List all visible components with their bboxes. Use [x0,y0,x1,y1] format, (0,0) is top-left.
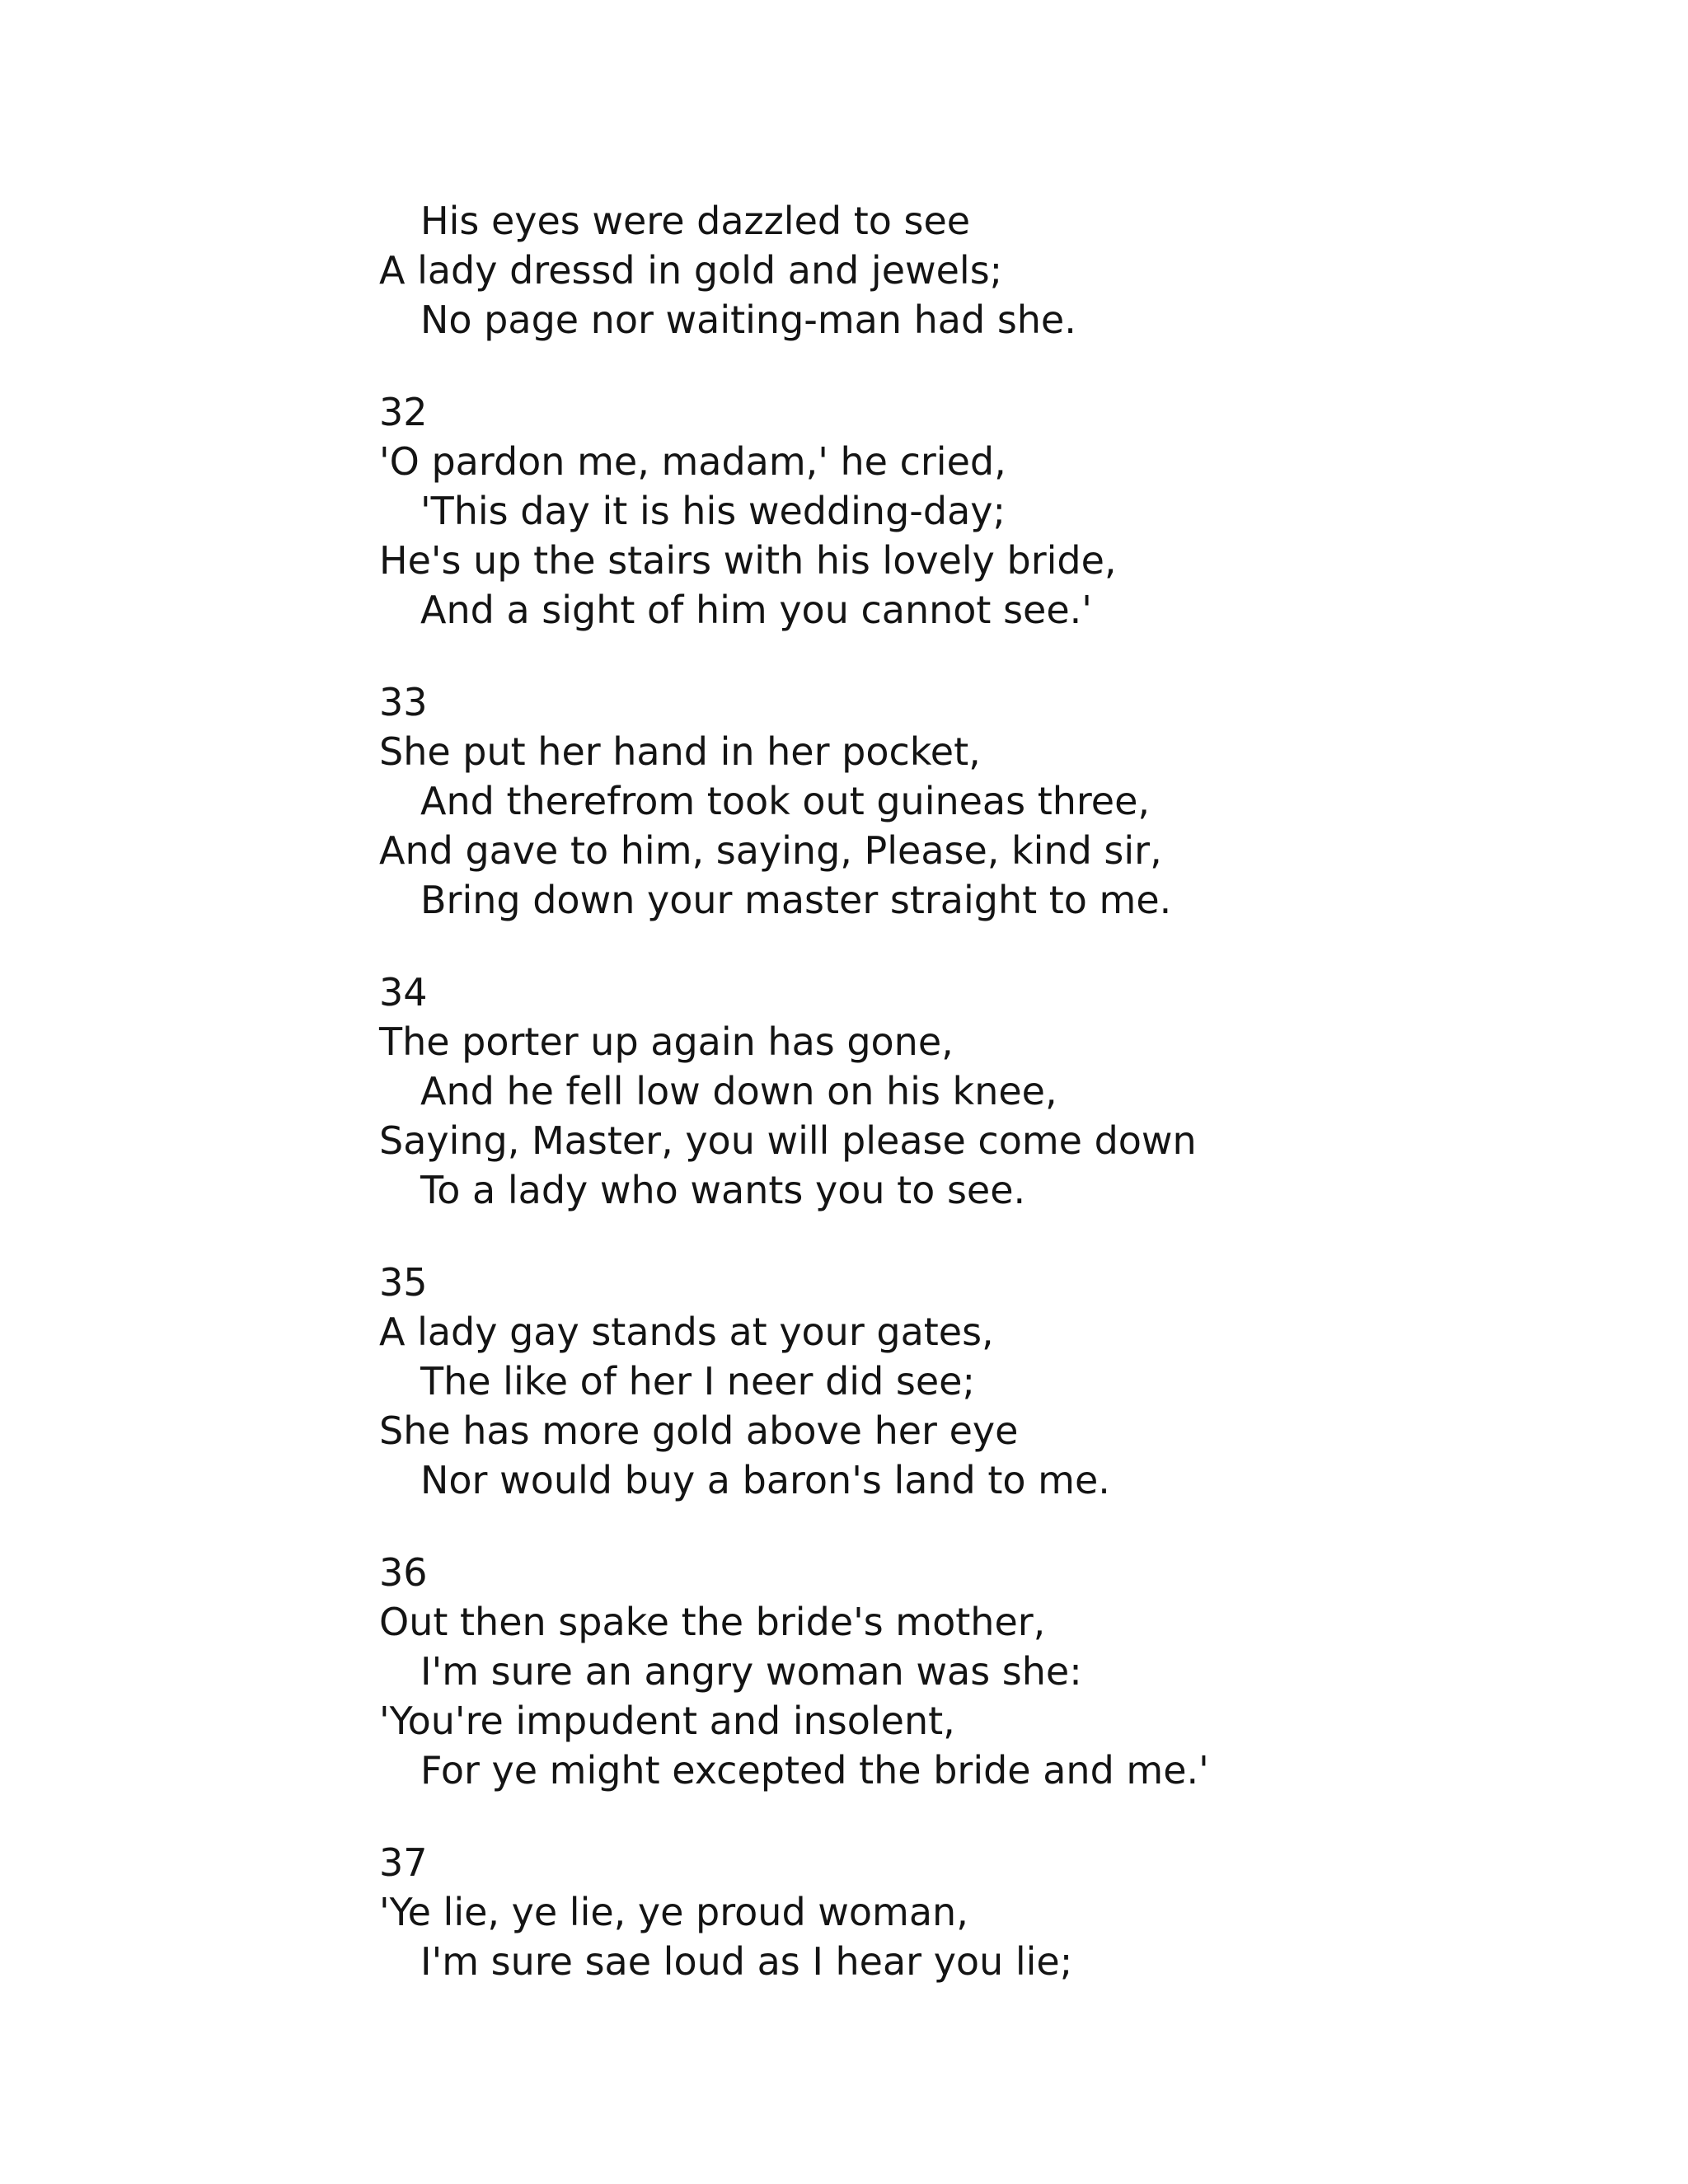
verse-line: And gave to him, saying, Please, kind sir, [379,828,1162,873]
stanza-33 [379,677,1615,925]
verse-line: He's up the stairs with his lovely bride, [379,538,1117,583]
verse-line: And a sight of him you cannot see.' [420,588,1092,632]
verse-line: A lady gay stands at your gates, [379,1310,994,1354]
opening-stanza-fragment [379,196,1615,344]
verse-line: 'O pardon me, madam,' he cried, [379,439,1006,484]
verse-line: Saying, Master, you will please come down [379,1118,1197,1163]
verse-line: Nor would buy a baron's land to me. [420,1458,1110,1502]
stanza-34 [379,968,1615,1215]
stanza-32 [379,387,1615,635]
stanza-gap [379,1505,1615,1548]
verse-line: Bring down your master straight to me. [420,878,1172,922]
verse-line: 'This day it is his wedding-day; [420,489,1006,533]
stanza-number: 33 [379,680,428,724]
verse-line: No page nor waiting-man had she. [420,298,1076,342]
verse-line: She put her hand in her pocket, [379,729,981,774]
verse-line: She has more gold above her eye [379,1408,1019,1453]
verse-line: I'm sure an angry woman was she: [420,1649,1082,1694]
verse-line: To a lady who wants you to see. [420,1168,1026,1212]
verse-line: For ye might excepted the bride and me.' [420,1748,1209,1793]
stanza-36 [379,1548,1615,1795]
stanza-number: 32 [379,390,428,434]
stanza-number: 37 [379,1840,428,1885]
verse-line: And he fell low down on his knee, [420,1069,1057,1113]
stanza-gap [379,925,1615,968]
stanza-gap [379,1795,1615,1838]
poem-body [379,196,1615,1986]
stanza-number: 36 [379,1550,428,1595]
verse-line: 'You're impudent and insolent, [379,1699,955,1743]
verse-line: His eyes were dazzled to see [420,199,971,243]
verse-line: And therefrom took out guineas three, [420,779,1151,823]
stanza-number: 34 [379,970,428,1015]
stanza-35 [379,1258,1615,1505]
verse-line: I'm sure sae loud as I hear you lie; [420,1939,1073,1984]
stanza-37 [379,1838,1615,1986]
verse-line: Out then spake the bride's mother, [379,1600,1046,1644]
verse-line: The porter up again has gone, [379,1019,954,1064]
stanza-gap [379,635,1615,677]
stanza-gap [379,344,1615,387]
stanza-number: 35 [379,1260,428,1305]
verse-line: 'Ye lie, ye lie, ye proud woman, [379,1890,968,1934]
verse-line: The like of her I neer did see; [420,1359,975,1404]
verse-line: A lady dressd in gold and jewels; [379,248,1003,293]
stanza-gap [379,1215,1615,1258]
